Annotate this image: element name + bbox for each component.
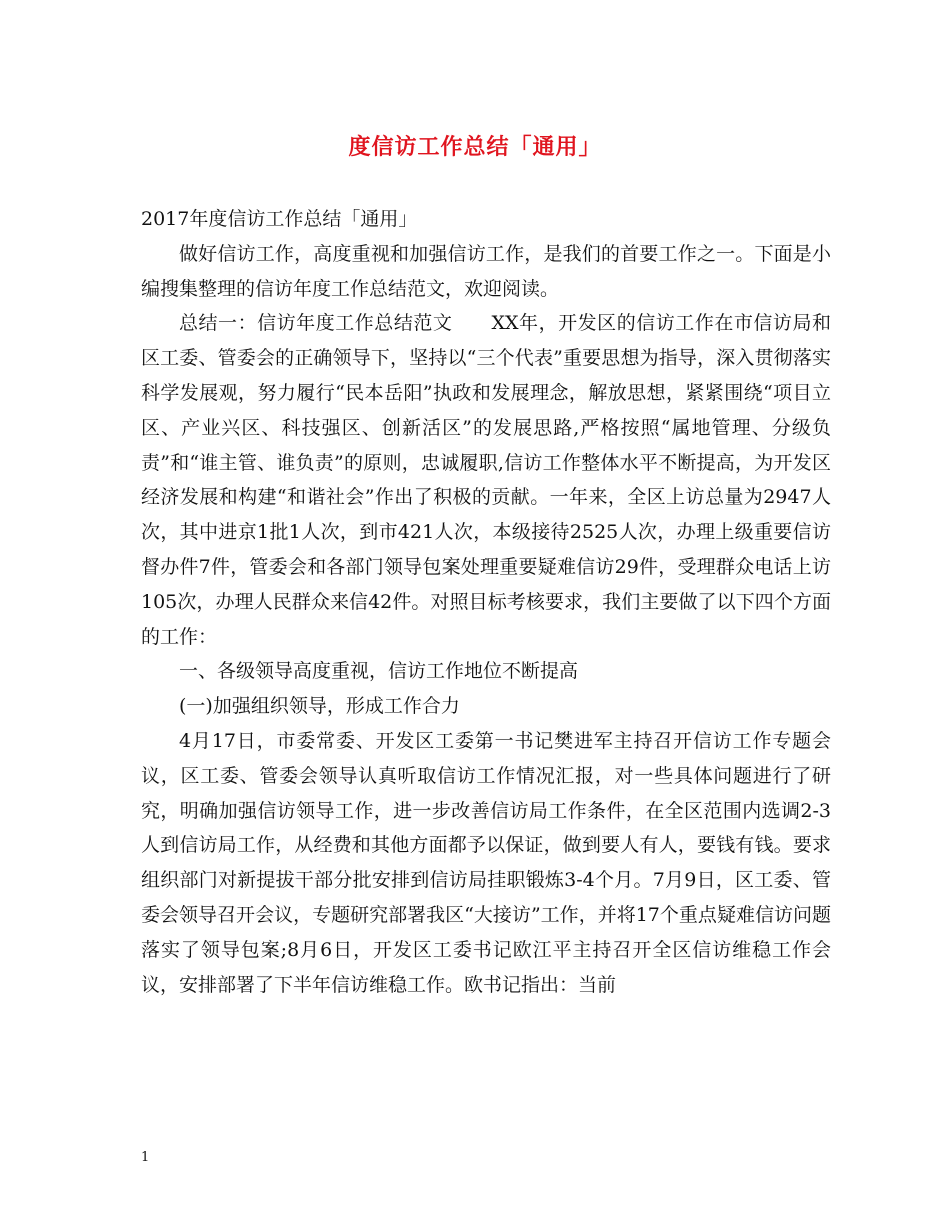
document-body — [141, 202, 831, 1002]
document-title: 度信访工作总结「通用」 — [348, 135, 602, 160]
subsection-heading: (一)加强组织领导，形成工作合力 — [179, 695, 460, 718]
paragraph-summary: 总结一：信访年度工作总结范文 XX年，开发区的信访工作在市信访局和区工委、管委会的正确领导下，坚持以“三个代表”重要思想为指导，深入贯彻落实科学发展观，努力履行“民本岳阳”执政和发展理念，解放思想，紧紧围绕“项目立区、产业兴区、科技强区、创新活区”的发展思路,严格按照“属地管理、分级负责”和“谁主管、谁负责”的原则，忠诚履职,信访工作整体水平不断提高，为开发区经济发展和构建“和谐社会”作出了积极的贡献。一年来，全区上访总量为2947人次，其中进京1批1人次，到市421人次，本级接待2525人次，办理上级重要信访督办件7件，管委会和各部门领导包案处理重要疑难信访29件，受理群众电话上访105次，办理人民群众来信42件。对照目标考核要求，我们主要做了以下四个方面的工作： — [141, 312, 831, 648]
paragraph-heading: 2017年度信访工作总结「通用」 — [141, 208, 418, 230]
section-heading: 一、各级领导高度重视，信访工作地位不断提高 — [179, 660, 579, 683]
paragraph-intro: 做好信访工作，高度重视和加强信访工作，是我们的首要工作之一。下面是小编搜集整理的信访年度工作总结范文，欢迎阅读。 — [141, 242, 831, 300]
paragraph-detail: 4月17日，市委常委、开发区工委第一书记樊进军主持召开信访工作专题会议，区工委、管委会领导认真听取信访工作情况汇报，对一些具体问题进行了研究，明确加强信访领导工作，进一步改善信访局工作条件，在全区范围内选调2-3人到信访局工作，从经费和其他方面都予以保证，做到要人有人，要钱有钱。要求组织部门对新提拔干部分批安排到信访局挂职锻炼3-4个月。7月9日，区工委、管委会领导召开会议，专题研究部署我区“大接访”工作，并将17个重点疑难信访问题落实了领导包案;8月6日，开发区工委书记欧江平主持召开全区信访维稳工作会议，安排部署了下半年信访维稳工作。欧书记指出：当前 — [141, 729, 831, 996]
page-number: 1 — [141, 1150, 150, 1165]
